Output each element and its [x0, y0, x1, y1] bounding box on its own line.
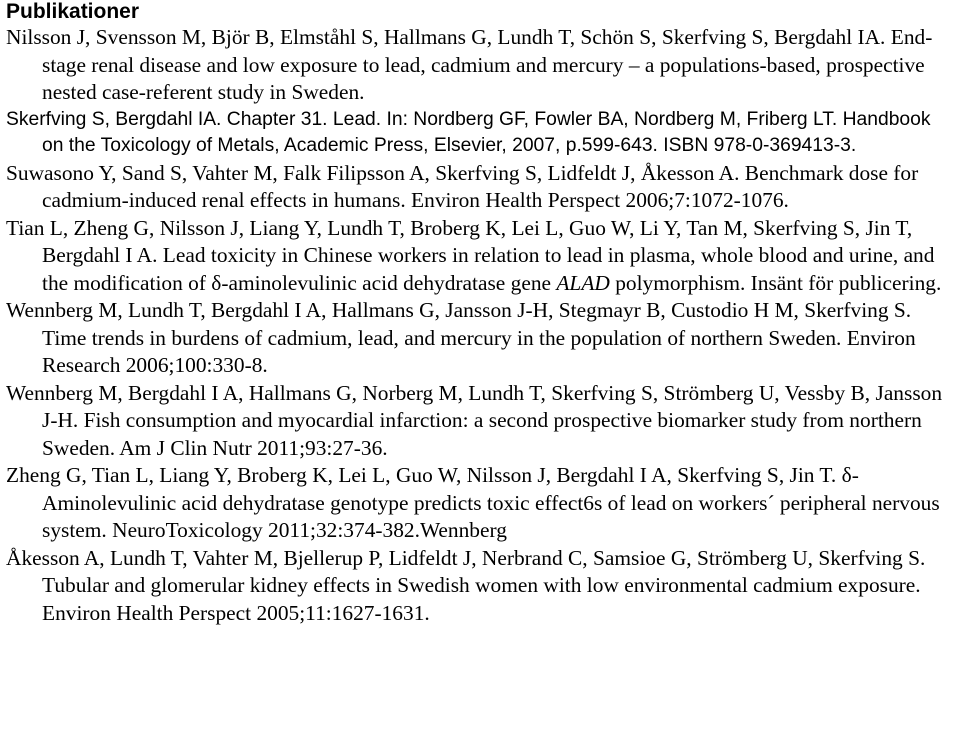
reference-text: polymorphism. Insänt för publicering. — [609, 270, 942, 295]
reference-item: Nilsson J, Svensson M, Björ B, Elmståhl S, Hallmans G, Lundh T, Schön S, Skerfving S, Bergdahl IA. End-stage renal disease and low exposure to lead, cadmium and mercury – a populations-based, prospective nested case-referent study in Sweden. — [6, 25, 933, 104]
reference-item: Zheng G, Tian L, Liang Y, Broberg K, Lei L, Guo W, Nilsson J, Bergdahl I A, Skerfving S, Jin T. δ-Aminolevulinic acid dehydratase genotype predicts toxic effect6s of lead on workers´ peripheral nervous system. NeuroToxicology 2011;32:374-382.Wennberg — [6, 463, 940, 542]
reference-text: Tian L, Zheng G, Nilsson J, Liang Y, Lundh T, Broberg K, Lei L, Guo W, Li Y, Tan M, Skerfving S, Jin T, Bergdahl I A. Lead toxicity in Chinese workers in relation to lead in plasma, whole blood and urine, and the modification of δ-aminolevulinic acid dehydratase gene — [6, 215, 935, 295]
reference-item: Skerfving S, Bergdahl IA. Chapter 31. Lead. In: Nordberg GF, Fowler BA, Nordberg M, Friberg LT. Handbook on the Toxicology of Metals, Academic Press, Elsevier, 2007, p.599-643. ISBN 978-0-369413-3. — [6, 108, 931, 156]
reference-item: Wennberg M, Bergdahl I A, Hallmans G, Norberg M, Lundh T, Skerfving S, Strömberg U, Vessby B, Jansson J-H. Fish consumption and myocardial infarction: a second prospective biomarker study from northern Sweden. Am J Clin Nutr 2011;93:27-36. — [6, 380, 943, 460]
reference-item: Suwasono Y, Sand S, Vahter M, Falk Filipsson A, Skerfving S, Lidfeldt J, Åkesson A. Benchmark dose for cadmium-induced renal effects in humans. Environ Health Perspect 2006;7:1072-1076. — [6, 160, 919, 212]
reference-item: Wennberg M, Lundh T, Bergdahl I A, Hallmans G, Jansson J-H, Stegmayr B, Custodio H M, Skerfving S. Time trends in burdens of cadmium, lead, and mercury in the population of northern Sweden. Environ Research 2006;100:330-8. — [6, 298, 916, 377]
reference-item: Åkesson A, Lundh T, Vahter M, Bjellerup P, Lidfeldt J, Nerbrand C, Samsioe G, Strömberg U, Skerfving S. Tubular and glomerular kidney effects in Swedish women with low environmental cadmium exposure. Environ Health Perspect 2005;11:1627-1631. — [6, 545, 926, 625]
reference-list — [6, 24, 954, 627]
gene-name: ALAD — [556, 270, 610, 295]
reference-item — [6, 215, 954, 298]
page-title: Publikationer — [6, 0, 140, 23]
